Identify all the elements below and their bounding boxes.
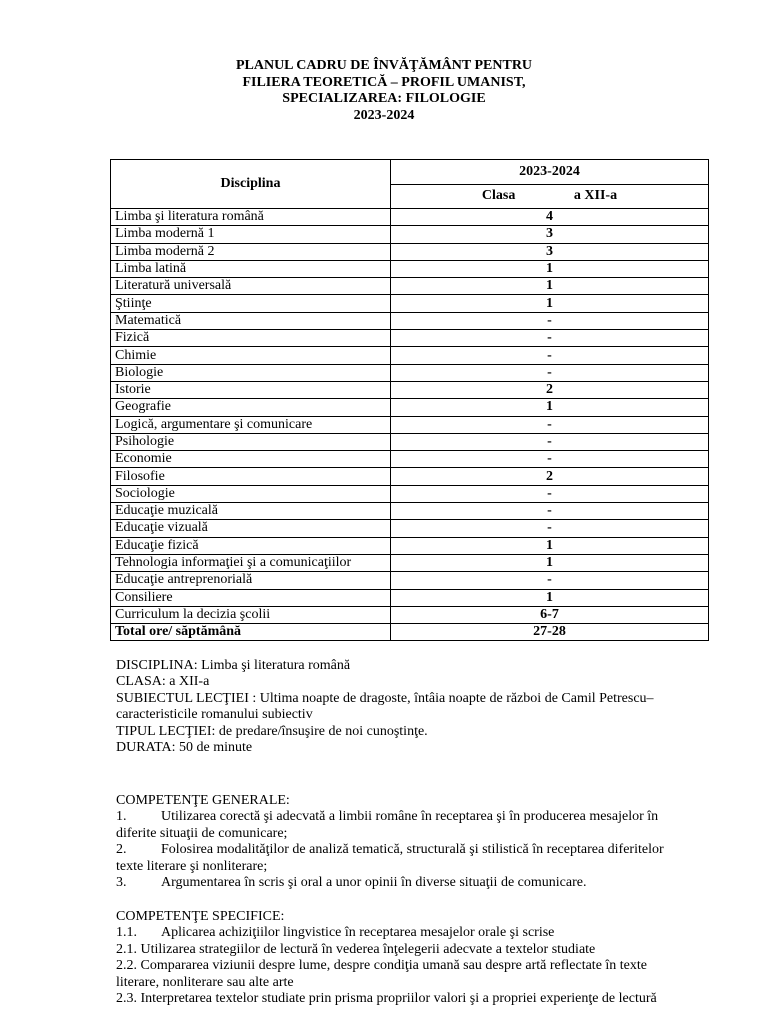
table-row [111, 468, 709, 485]
lesson-clasa: CLASA: a XII-a [116, 674, 210, 690]
table-row [111, 606, 709, 623]
table-row [111, 554, 709, 571]
title-line-4: 2023-2024 [353, 107, 415, 123]
hours-cell: - [391, 503, 709, 520]
hours-cell: 2 [391, 381, 709, 398]
table-row [111, 485, 709, 502]
cg-2-num: 2. [116, 842, 127, 858]
hours-cell: - [391, 433, 709, 450]
lesson-durata: DURATA: 50 de minute [116, 740, 253, 756]
discipline-cell: Limba şi literatura română [111, 209, 391, 226]
table-row [111, 260, 709, 277]
table-row [111, 226, 709, 243]
hours-cell: - [391, 485, 709, 502]
header-clasa-label: Clasa [481, 188, 516, 204]
table-row [111, 330, 709, 347]
cg-1-line-1: Utilizarea corectă şi adecvată a limbii române în receptarea şi în producerea mesajelor în [161, 809, 659, 825]
discipline-cell: Psihologie [111, 433, 391, 450]
cg-1-line-2: diferite situaţii de comunicare; [116, 825, 288, 841]
hours-cell: 1 [391, 399, 709, 416]
header-discipline: Disciplina [111, 160, 391, 209]
competente-specifice-heading: COMPETENŢE SPECIFICE: [116, 909, 285, 924]
total-row [111, 624, 709, 641]
curriculum-table [110, 159, 709, 641]
lesson-subiect-line-1: SUBIECTUL LECŢIEI : Ultima noapte de dragoste, întâia noapte de război de Camil Petrescu– [116, 690, 654, 706]
hours-cell: 1 [391, 554, 709, 571]
lesson-disciplina: DISCIPLINA: Limba şi literatura română [116, 658, 351, 673]
discipline-cell: Geografie [111, 399, 391, 416]
hours-cell: - [391, 364, 709, 381]
cg-2-line-2: texte literare şi nonliterare; [116, 858, 268, 874]
discipline-cell: Chimie [111, 347, 391, 364]
cg-2-line-1: Folosirea modalităţilor de analiză tematică, structurală şi stilistică în receptarea diferitelor [161, 842, 664, 858]
title-line-2: FILIERA TEORETICĂ – PROFIL UMANIST, [242, 74, 526, 90]
total-label: Total ore/ săptămână [111, 624, 391, 641]
competente-generale [116, 793, 718, 891]
table-row [111, 433, 709, 450]
header-year: 2023-2024 [391, 160, 709, 185]
discipline-cell: Consiliere [111, 589, 391, 606]
hours-cell: - [391, 572, 709, 589]
discipline-cell: Educaţie fizică [111, 537, 391, 554]
hours-cell: 3 [391, 226, 709, 243]
hours-cell: 1 [391, 537, 709, 554]
discipline-cell: Literatură universală [111, 278, 391, 295]
discipline-cell: Limba modernă 2 [111, 243, 391, 260]
cg-3-num: 3. [116, 875, 127, 891]
table-row [111, 572, 709, 589]
discipline-cell: Economie [111, 451, 391, 468]
cg-1-num: 1. [116, 809, 127, 825]
cs-3-line-1: 2.2. Compararea viziunii despre lume, despre condiţia umană sau despre artă reflectate în texte [116, 958, 648, 974]
hours-cell: - [391, 347, 709, 364]
hours-cell: - [391, 451, 709, 468]
table-row [111, 295, 709, 312]
discipline-cell: Ştiinţe [111, 295, 391, 312]
total-value: 27-28 [391, 624, 709, 641]
hours-cell: 2 [391, 468, 709, 485]
title-line-1: PLANUL CADRU DE ÎNVĂŢĂMÂNT PENTRU [235, 58, 533, 73]
table-row [111, 364, 709, 381]
hours-cell: 1 [391, 295, 709, 312]
hours-cell: - [391, 312, 709, 329]
header-clasa [391, 184, 709, 209]
discipline-cell: Sociologie [111, 485, 391, 502]
table-row [111, 399, 709, 416]
hours-cell: 4 [391, 209, 709, 226]
header-clasa-value: a XII-a [573, 188, 618, 204]
discipline-cell: Biologie [111, 364, 391, 381]
discipline-cell: Limba latină [111, 260, 391, 277]
discipline-cell: Educaţie antreprenorială [111, 572, 391, 589]
lesson-info [116, 658, 716, 756]
table-row [111, 416, 709, 433]
cs-1-text: Aplicarea achiziţiilor lingvistice în receptarea mesajelor orale şi scrise [161, 925, 555, 941]
cs-4: 2.3. Interpretarea textelor studiate prin prisma propriilor valori şi a propriei experienţe de lectură [116, 991, 657, 1007]
competente-generale-heading: COMPETENŢE GENERALE: [116, 793, 290, 808]
hours-cell: 3 [391, 243, 709, 260]
hours-cell: - [391, 330, 709, 347]
discipline-cell: Educaţie vizuală [111, 520, 391, 537]
hours-cell: 1 [391, 278, 709, 295]
table-row [111, 381, 709, 398]
table-row [111, 503, 709, 520]
table-row [111, 209, 709, 226]
hours-cell: 1 [391, 260, 709, 277]
title-line-3: SPECIALIZAREA: FILOLOGIE [282, 91, 486, 106]
competente-specifice [116, 909, 718, 1007]
discipline-cell: Matematică [111, 312, 391, 329]
cs-3-line-2: literare, nonliterare sau alte arte [116, 974, 294, 990]
document-title [0, 58, 768, 124]
lesson-tipul: TIPUL LECŢIEI: de predare/însuşire de noi cunoştinţe. [116, 723, 428, 739]
hours-cell: 6-7 [391, 606, 709, 623]
table-row [111, 451, 709, 468]
cs-2: 2.1. Utilizarea strategiilor de lectură în vederea înţelegerii adecvate a textelor studiate [116, 941, 596, 957]
discipline-cell: Fizică [111, 330, 391, 347]
table-row [111, 312, 709, 329]
table-row [111, 243, 709, 260]
table-row [111, 520, 709, 537]
table-row [111, 537, 709, 554]
table-row [111, 347, 709, 364]
discipline-cell: Curriculum la decizia şcolii [111, 606, 391, 623]
discipline-cell: Educaţie muzicală [111, 503, 391, 520]
table-row [111, 589, 709, 606]
discipline-cell: Logică, argumentare şi comunicare [111, 416, 391, 433]
cg-3-line-1: Argumentarea în scris şi oral a unor opinii în diverse situaţii de comunicare. [161, 875, 587, 891]
discipline-cell: Filosofie [111, 468, 391, 485]
hours-cell: - [391, 416, 709, 433]
lesson-subiect-line-2: caracteristicile romanului subiectiv [116, 707, 313, 723]
hours-cell: 1 [391, 589, 709, 606]
discipline-cell: Tehnologia informaţiei şi a comunicaţiilor [111, 554, 391, 571]
hours-cell: - [391, 520, 709, 537]
discipline-cell: Istorie [111, 381, 391, 398]
table-row [111, 278, 709, 295]
cs-1-num: 1.1. [116, 925, 137, 941]
discipline-cell: Limba modernă 1 [111, 226, 391, 243]
